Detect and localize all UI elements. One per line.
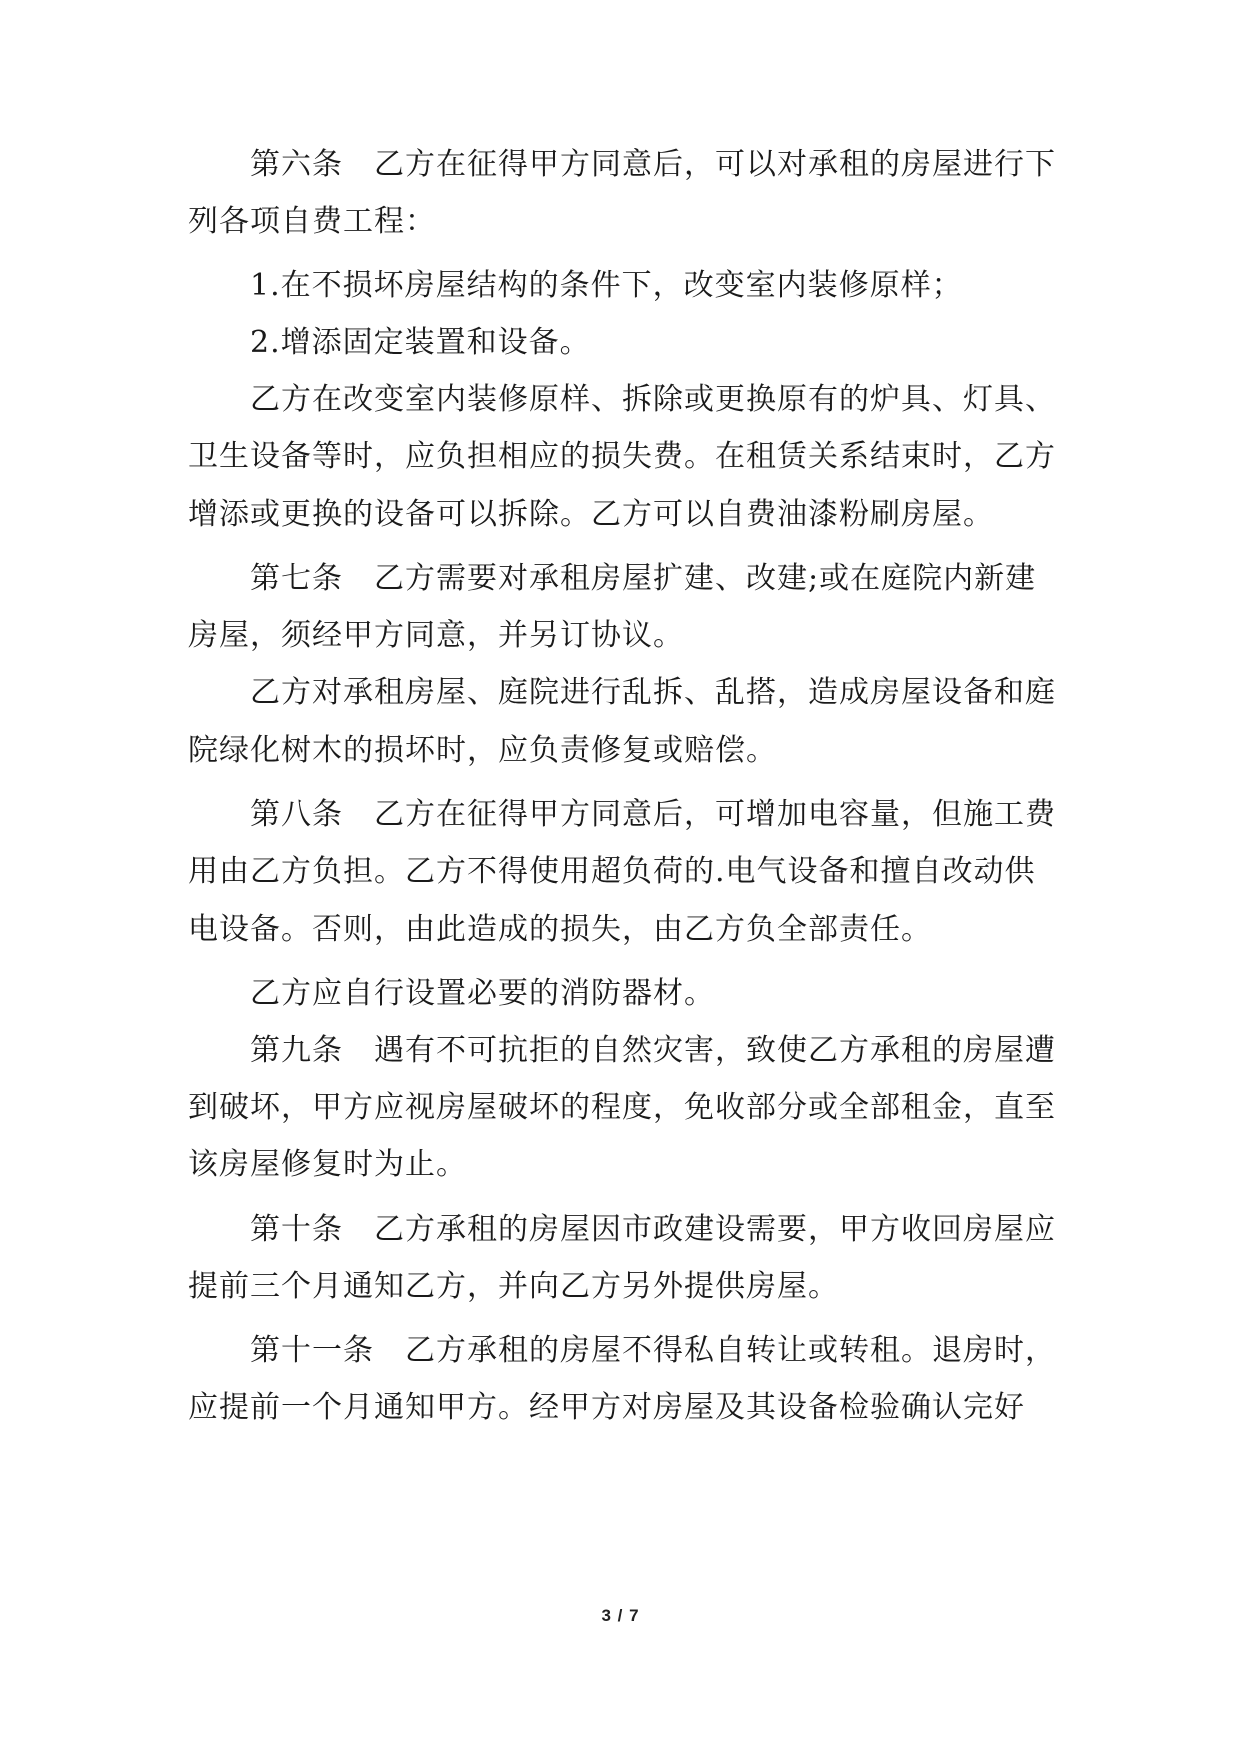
text-line: 第六条 乙方在征得甲方同意后，可以对承租的房屋进行下 xyxy=(250,147,1056,182)
text-line: 卫生设备等时，应负担相应的损失费。在租赁关系结束时，乙方 xyxy=(188,439,1056,474)
text-line: 房屋，须经甲方同意，并另订协议。 xyxy=(188,618,684,653)
page-number: 3 / 7 xyxy=(601,1606,640,1625)
text-line: 列各项自费工程： xyxy=(188,204,436,239)
text-line: 院绿化树木的损坏时，应负责修复或赔偿。 xyxy=(188,733,777,768)
text-line: 乙方在改变室内装修原样、拆除或更换原有的炉具、灯具、 xyxy=(250,382,1056,417)
text-line: 增添或更换的设备可以拆除。乙方可以自费油漆粉刷房屋。 xyxy=(188,497,994,532)
text-line: 第十条 乙方承租的房屋因市政建设需要，甲方收回房屋应 xyxy=(250,1212,1056,1247)
text-line: 到破坏，甲方应视房屋破坏的程度，免收部分或全部租金，直至 xyxy=(188,1090,1056,1125)
text-line: 2.增添固定装置和设备。 xyxy=(250,325,591,360)
text-line: 用由乙方负担。乙方不得使用超负荷的.电气设备和擅自改动供 xyxy=(188,854,1036,889)
text-line: 应提前一个月通知甲方。经甲方对房屋及其设备检验确认完好 xyxy=(188,1390,1025,1425)
text-line: 第十一条 乙方承租的房屋不得私自转让或转租。退房时， xyxy=(250,1333,1056,1368)
text-line: 该房屋修复时为止。 xyxy=(188,1147,467,1182)
text-line: 第七条 乙方需要对承租房屋扩建、改建;或在庭院内新建 xyxy=(250,561,1037,596)
text-line: 第九条 遇有不可抗拒的自然灾害，致使乙方承租的房屋遭 xyxy=(250,1033,1056,1068)
text-line: 乙方对承租房屋、庭院进行乱拆、乱搭，造成房屋设备和庭 xyxy=(250,675,1056,710)
text-line: 1.在不损坏房屋结构的条件下，改变室内装修原样； xyxy=(250,268,963,303)
text-line: 提前三个月通知乙方，并向乙方另外提供房屋。 xyxy=(188,1269,839,1304)
text-line: 第八条 乙方在征得甲方同意后，可增加电容量，但施工费 xyxy=(250,797,1056,832)
text-line: 电设备。否则，由此造成的损失，由乙方负全部责任。 xyxy=(188,912,932,947)
text-line: 乙方应自行设置必要的消防器材。 xyxy=(250,976,715,1011)
